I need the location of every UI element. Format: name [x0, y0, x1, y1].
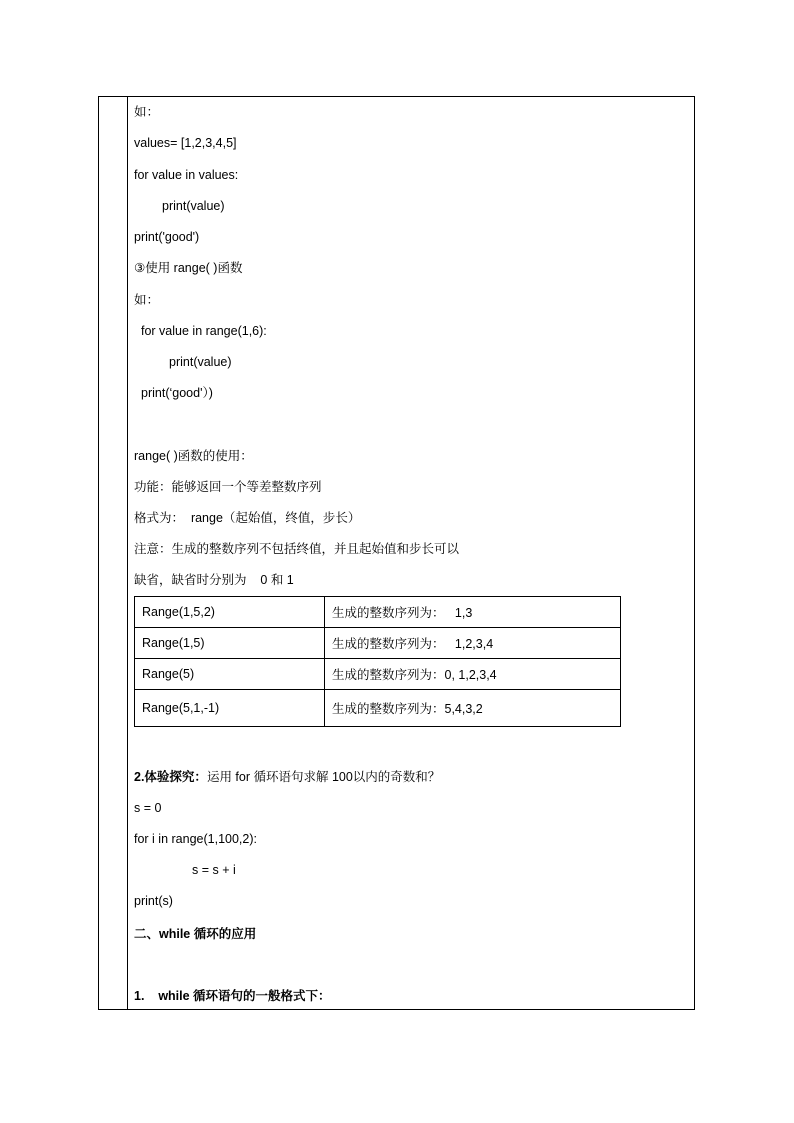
table-row — [135, 690, 621, 727]
code-for-range-odd: for i in range(1,100,2): — [134, 832, 257, 846]
range-result: 生成的整数序列为：5,4,3,2 — [325, 690, 621, 727]
code-s-init: s = 0 — [134, 801, 162, 815]
explore-label: 2.体验探究： — [134, 770, 207, 784]
code-for-range: for value in range(1,6): — [141, 324, 267, 338]
range-expr: Range(5,1,-1) — [135, 690, 325, 727]
range-table — [134, 596, 621, 727]
range-expr: Range(1,5,2) — [135, 597, 325, 628]
code-print-value-2: print(value) — [169, 355, 232, 369]
text-range-default: 缺省，缺省时分别为 0 和 1 — [134, 573, 294, 587]
text-range-format: 格式为： range（起始值，终值，步长） — [134, 511, 361, 525]
text-example-label: 如： — [134, 105, 160, 119]
explore-question-text: 运用 for 循环语句求解 100以内的奇数和？ — [206, 770, 441, 784]
table-row — [135, 597, 621, 628]
code-print-good-2: print(‘good'）) — [141, 386, 213, 400]
range-result: 生成的整数序列为：0, 1,2,3,4 — [325, 659, 621, 690]
table-row — [135, 628, 621, 659]
range-expr: Range(1,5) — [135, 628, 325, 659]
table-row — [135, 659, 621, 690]
text-example-label-2: 如： — [134, 293, 160, 307]
code-print-s: print(s) — [134, 894, 173, 908]
range-expr: Range(5) — [135, 659, 325, 690]
text-range-usage: range( )函数的使用： — [134, 449, 253, 463]
code-for-values: for value in values: — [134, 168, 239, 182]
subsection-while-format: 1. while 循环语句的一般格式下： — [134, 989, 331, 1003]
text-range-function: 功能：能够返回一个等差整数序列 — [134, 480, 322, 494]
code-values-list: values= [1,2,3,4,5] — [134, 136, 237, 150]
code-print-value: print(value) — [162, 199, 225, 213]
left-column-divider — [127, 96, 128, 1010]
text-range-note: 注意：生成的整数序列不包括终值，并且起始值和步长可以 — [134, 542, 460, 556]
text-use-range: ③使用 range( )函数 — [134, 261, 243, 275]
explore-question — [134, 769, 440, 785]
range-result: 生成的整数序列为： 1,2,3,4 — [325, 628, 621, 659]
range-result: 生成的整数序列为： 1,3 — [325, 597, 621, 628]
code-print-good: print('good') — [134, 230, 200, 244]
code-sum-step: s = s + i — [192, 863, 236, 877]
section-title-while: 二、while 循环的应用 — [134, 927, 257, 941]
